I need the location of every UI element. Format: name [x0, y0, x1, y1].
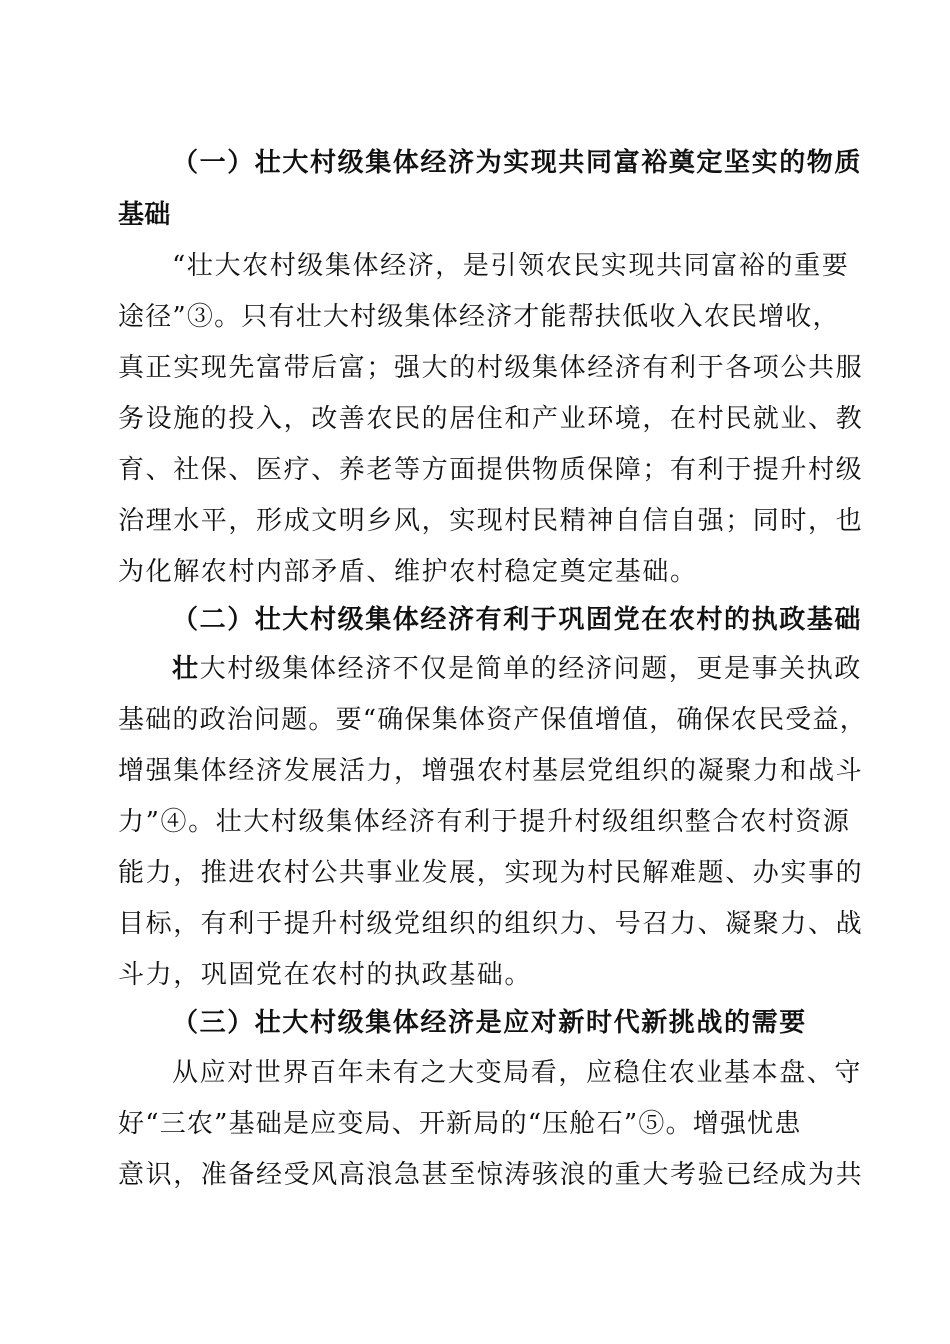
section-3-heading: （三）壮大村级集体经济是应对新时代新挑战的需要: [172, 1008, 807, 1038]
section-1-paragraph-line-1: “壮大农村级集体经济，是引领农民实现共同富裕的重要: [172, 251, 850, 281]
section-2-paragraph-line-4: 力”④。壮大村级集体经济有利于提升村级组织整合农村资源: [118, 807, 851, 837]
section-1-paragraph-line-3: 真正实现先富带后富；强大的村级集体经济有利于各项公共服: [118, 353, 864, 383]
section-2-paragraph-line-7: 斗力，巩固党在农村的执政基础。: [118, 960, 533, 990]
section-3-paragraph-line-1: 从应对世界百年未有之大变局看，应稳住农业基本盘、守: [172, 1058, 863, 1088]
section-2-paragraph-line-2: 基础的政治问题。要“确保集体资产保值增值，确保农民受益，: [118, 705, 867, 735]
section-1-paragraph-line-6: 治理水平，形成文明乡风，实现村民精神自信自强；同时，也: [118, 506, 864, 536]
section-3-paragraph-line-3: 意识，准备经受风高浪急甚至惊涛骇浪的重大考验已经成为共: [118, 1160, 864, 1190]
section-1-heading-line-1: （一）壮大村级集体经济为实现共同富裕奠定坚实的物质: [172, 148, 863, 178]
section-1-paragraph-line-4: 务设施的投入，改善农民的居住和产业环境，在村民就业、教: [118, 404, 864, 434]
section-1-paragraph-line-7: 为化解农村内部矛盾、维护农村稳定奠定基础。: [118, 557, 698, 587]
section-2-paragraph-line-1-text: 大村级集体经济不仅是简单的经济问题，更是事关执政: [199, 654, 863, 684]
section-2-paragraph-line-1: [172, 654, 862, 684]
section-1-heading-line-2: 基础: [118, 200, 171, 230]
section-2-paragraph-line-3: 增强集体经济发展活力，增强农村基层党组织的凝聚力和战斗: [118, 756, 864, 786]
section-3-paragraph-line-2: 好“三农”基础是应变局、开新局的“压舱石”⑤。增强忧患: [118, 1109, 802, 1139]
section-2-paragraph-line-6: 目标，有利于提升村级党组织的组织力、号召力、凝聚力、战: [118, 909, 864, 939]
section-2-paragraph-lead-char: 壮: [172, 654, 200, 684]
section-1-paragraph-line-5: 育、社保、医疗、养老等方面提供物质保障；有利于提升村级: [118, 455, 864, 485]
section-2-paragraph-line-5: 能力，推进农村公共事业发展，实现为村民解难题、办实事的: [118, 858, 864, 888]
section-1-paragraph-line-2: 途径”③。只有壮大村级集体经济才能帮扶低收入农民增收，: [118, 302, 840, 332]
section-2-heading: （二）壮大村级集体经济有利于巩固党在农村的执政基础: [172, 605, 863, 635]
